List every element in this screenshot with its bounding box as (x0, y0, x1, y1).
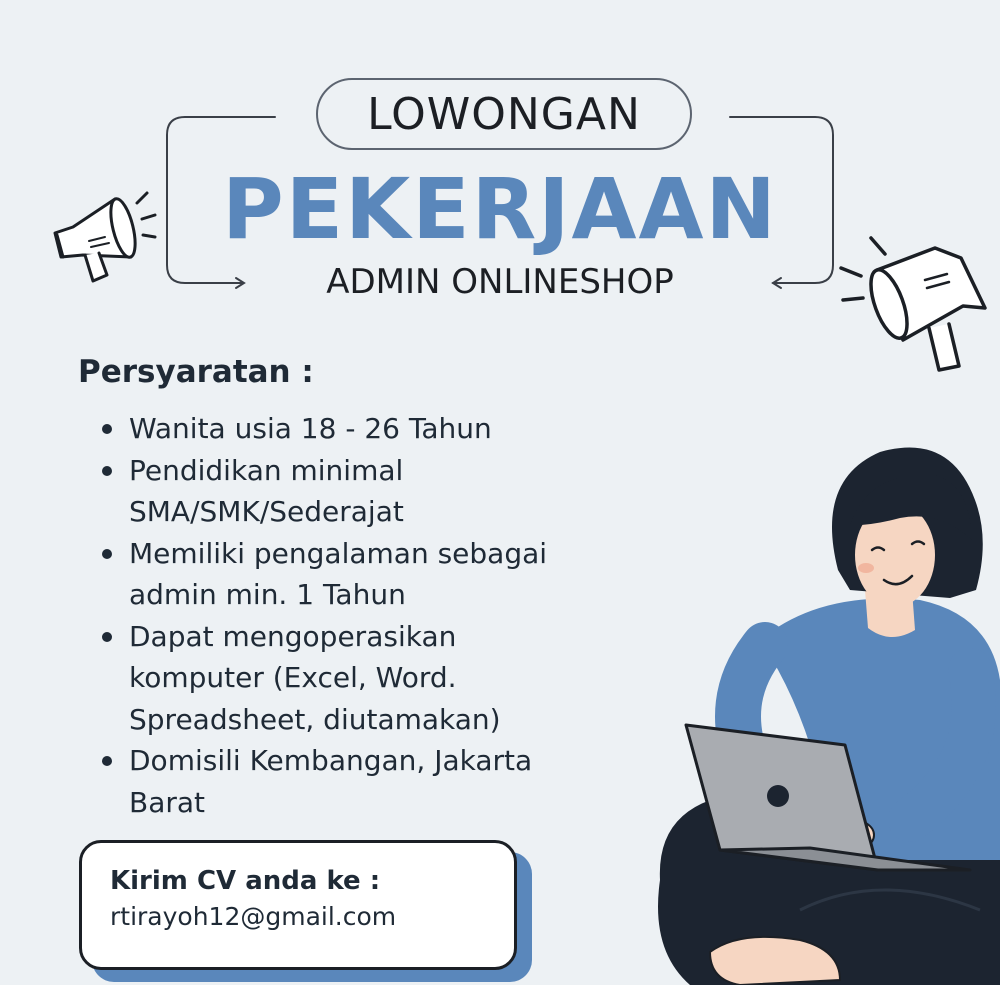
list-item-text: Memiliki pengalaman sebagai (129, 536, 548, 570)
list-item-text: Domisili Kembangan, Jakarta (129, 744, 533, 777)
list-item-text: komputer (Excel, Word. (129, 661, 457, 694)
lowongan-pill (316, 78, 692, 150)
contact-label: Kirim CV anda ke : (110, 866, 381, 896)
pill-text: LOWONGAN (367, 88, 641, 140)
list-item (102, 533, 622, 616)
list-item (102, 408, 622, 450)
list-item-text: admin min. 1 Tahun (129, 578, 406, 611)
list-item-text: Wanita usia 18 - 26 Tahun (129, 412, 492, 445)
page-subtitle: ADMIN ONLINESHOP (326, 262, 674, 302)
requirements-list (102, 408, 622, 823)
list-item-text: SMA/SMK/Sederajat (129, 495, 404, 528)
megaphone-icon-left (45, 185, 165, 295)
list-item-text: Spreadsheet, diutamakan) (129, 702, 501, 736)
requirements-heading: Persyaratan : (78, 354, 314, 390)
laptop-logo (767, 785, 789, 807)
contact-email[interactable]: rtirayoh12@gmail.com (110, 902, 397, 931)
list-item (102, 450, 622, 533)
woman-with-laptop-illustration (650, 440, 1000, 985)
list-item (102, 616, 622, 741)
list-item-text: Barat (129, 785, 206, 819)
list-item (102, 740, 622, 823)
list-item-text: Pendidikan minimal (129, 453, 404, 487)
megaphone-icon-right (835, 228, 1000, 398)
list-item-text: Dapat mengoperasikan (129, 619, 457, 653)
page-title: PEKERJAAN (222, 160, 778, 258)
